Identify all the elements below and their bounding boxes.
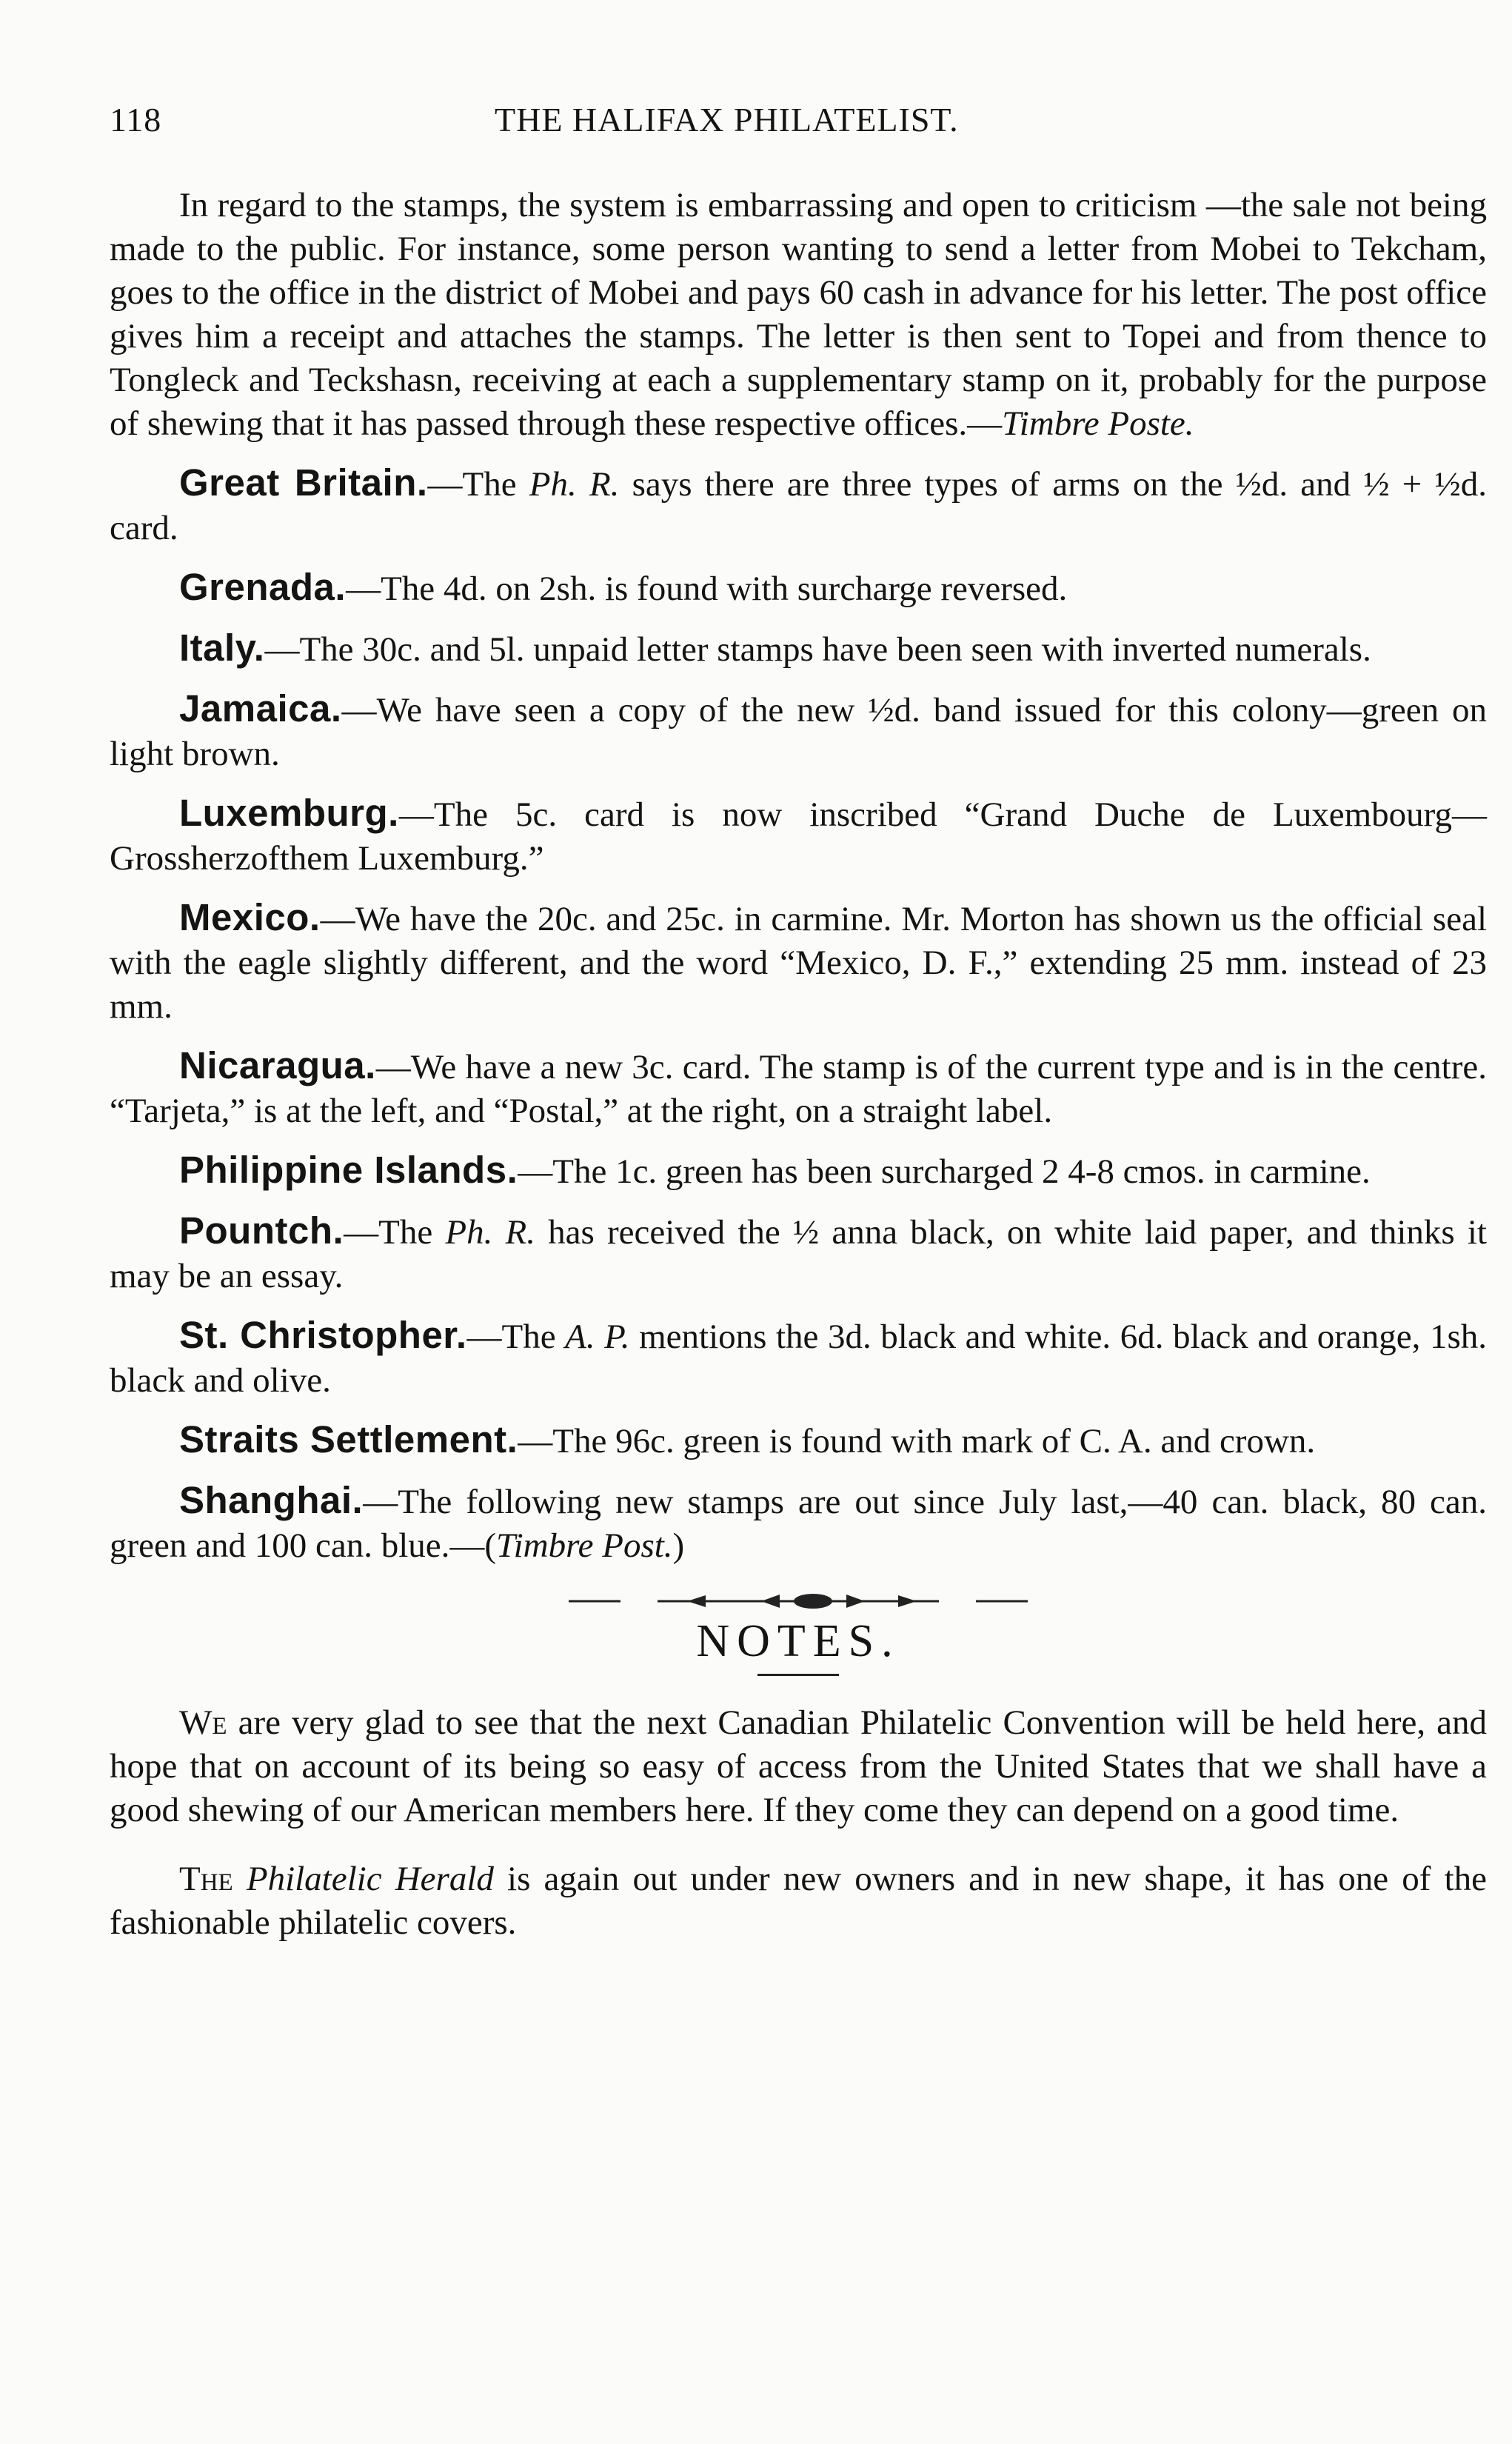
notes-paragraph-2 [110,1857,1487,1945]
running-head: THE HALIFAX PHILATELIST. [495,101,959,138]
page-header [110,100,1487,152]
entry-text: —The 4d. on 2sh. is found with surcharge reversed. [346,570,1068,608]
entry-text: —The [427,465,529,504]
entry-country: Italy. [179,627,265,669]
notes-lead-word: The [179,1860,233,1898]
entry-country: Jamaica. [179,687,342,729]
entry-text: —We have seen a copy of the new ½d. band issued for this colony—green on light brown. [110,691,1487,773]
notes-rule [757,1674,839,1676]
entry-straits-settlement [110,1418,1487,1463]
entry-text: —The 96c. green is found with mark of C. A. and crown. [518,1422,1316,1460]
entry-country: Mexico. [179,896,321,938]
entry-country: St. Christopher. [179,1314,467,1356]
entry-text-after: has received the ½ anna black, on white laid paper, and thinks it may be an essay. [110,1213,1487,1295]
entry-country: Philippine Islands. [179,1149,518,1191]
intro-text: In regard to the stamps, the system is embarrassing and open to criticism —the sale not being made to the public. For instance, some person wanting to send a letter from Mobei to Tekcham, goes to the office in the district of Mobei and pays 60 cash in advance for his letter. The post office gives him a receipt and attaches the stamps. The letter is then sent to Topei and from thence to Tongleck and Teckshasn, receiving at each a supplementary stamp on it, probably for the purpose of shewing that it has passed through these respective offices.— [110,186,1487,443]
entry-great-britain [110,461,1487,550]
entry-country: Shanghai. [179,1479,364,1521]
entry-text: —The [466,1318,566,1356]
entry-italic: A. P. [565,1318,630,1356]
article-body [110,184,1487,1945]
intro-source: Timbre Poste. [1002,404,1194,443]
entry-luxemburg [110,791,1487,881]
entry-grenada [110,565,1487,611]
entry-italic: Timbre Post. [496,1526,673,1565]
entry-text: —We have the 20c. and 25c. in carmine. Mr. Morton has shown us the official seal with the eagle slightly different, and the word “Mexico, D. F.,” extending 25 mm. instead of 23 mm. [110,900,1487,1026]
entry-text: —The 5c. card is now inscribed “Grand Duche de Luxembourg—Grossherzofthem Luxemburg.” [110,795,1487,878]
intro-paragraph [110,184,1487,446]
entry-text-after: says there are three types of arms on the ½d. and ½ + ½d. card. [110,465,1487,547]
entry-text-after: ) [672,1526,685,1565]
entry-jamaica [110,687,1487,776]
section-divider-ornament [569,1590,1028,1612]
entry-country: Nicaragua. [179,1044,376,1086]
page-number: 118 [110,101,162,138]
notes-lead-word: We [179,1703,227,1742]
entry-text: —The 1c. green has been surcharged 2 4-8 cmos. in carmine. [518,1152,1371,1191]
entry-pountch [110,1209,1487,1298]
entry-text: —The 30c. and 5l. unpaid letter stamps have been seen with inverted numerals. [264,630,1371,669]
entry-text: —The [344,1213,446,1252]
entry-italic: Ph. R. [529,465,620,504]
entry-text: —We have a new 3c. card. The stamp is of the current type and is in the centre. “Tarjeta,” is at the left, and “Postal,” at the right, on a straight label. [110,1048,1487,1130]
notes-text: are very glad to see that the next Canadian Philatelic Convention will be held here, and hope that on account of its being so easy of access from the United States that we shall have a good shewing of our American members here. If they come they can depend on a good time. [110,1703,1487,1829]
notes-publication-title: Philatelic Herald [246,1860,494,1898]
entry-country: Pountch. [179,1209,344,1252]
entry-text: —The following new stamps are out since July last,—40 can. black, 80 can. green and 100 can. blue.—( [110,1483,1487,1565]
notes-text: is again out under new owners and in new shape, it has one of the fashionable philatelic covers. [110,1860,1488,1942]
entry-text-after: mentions the 3d. black and white. 6d. black and orange, 1sh. black and olive. [110,1318,1487,1400]
entry-country: Straits Settlement. [179,1418,518,1460]
notes-heading: NOTES. [696,1616,900,1666]
entry-nicaragua [110,1044,1487,1133]
entry-philippine-islands [110,1148,1487,1194]
entry-shanghai [110,1478,1487,1568]
entry-country: Great Britain. [179,461,428,504]
entry-country: Luxemburg. [179,792,399,834]
entry-country: Grenada. [179,566,347,608]
entry-italic: Ph. R. [445,1213,535,1252]
entry-mexico [110,895,1487,1029]
entry-italy [110,626,1487,672]
entry-st-christopher [110,1313,1487,1403]
notes-paragraph-1 [110,1701,1487,1832]
